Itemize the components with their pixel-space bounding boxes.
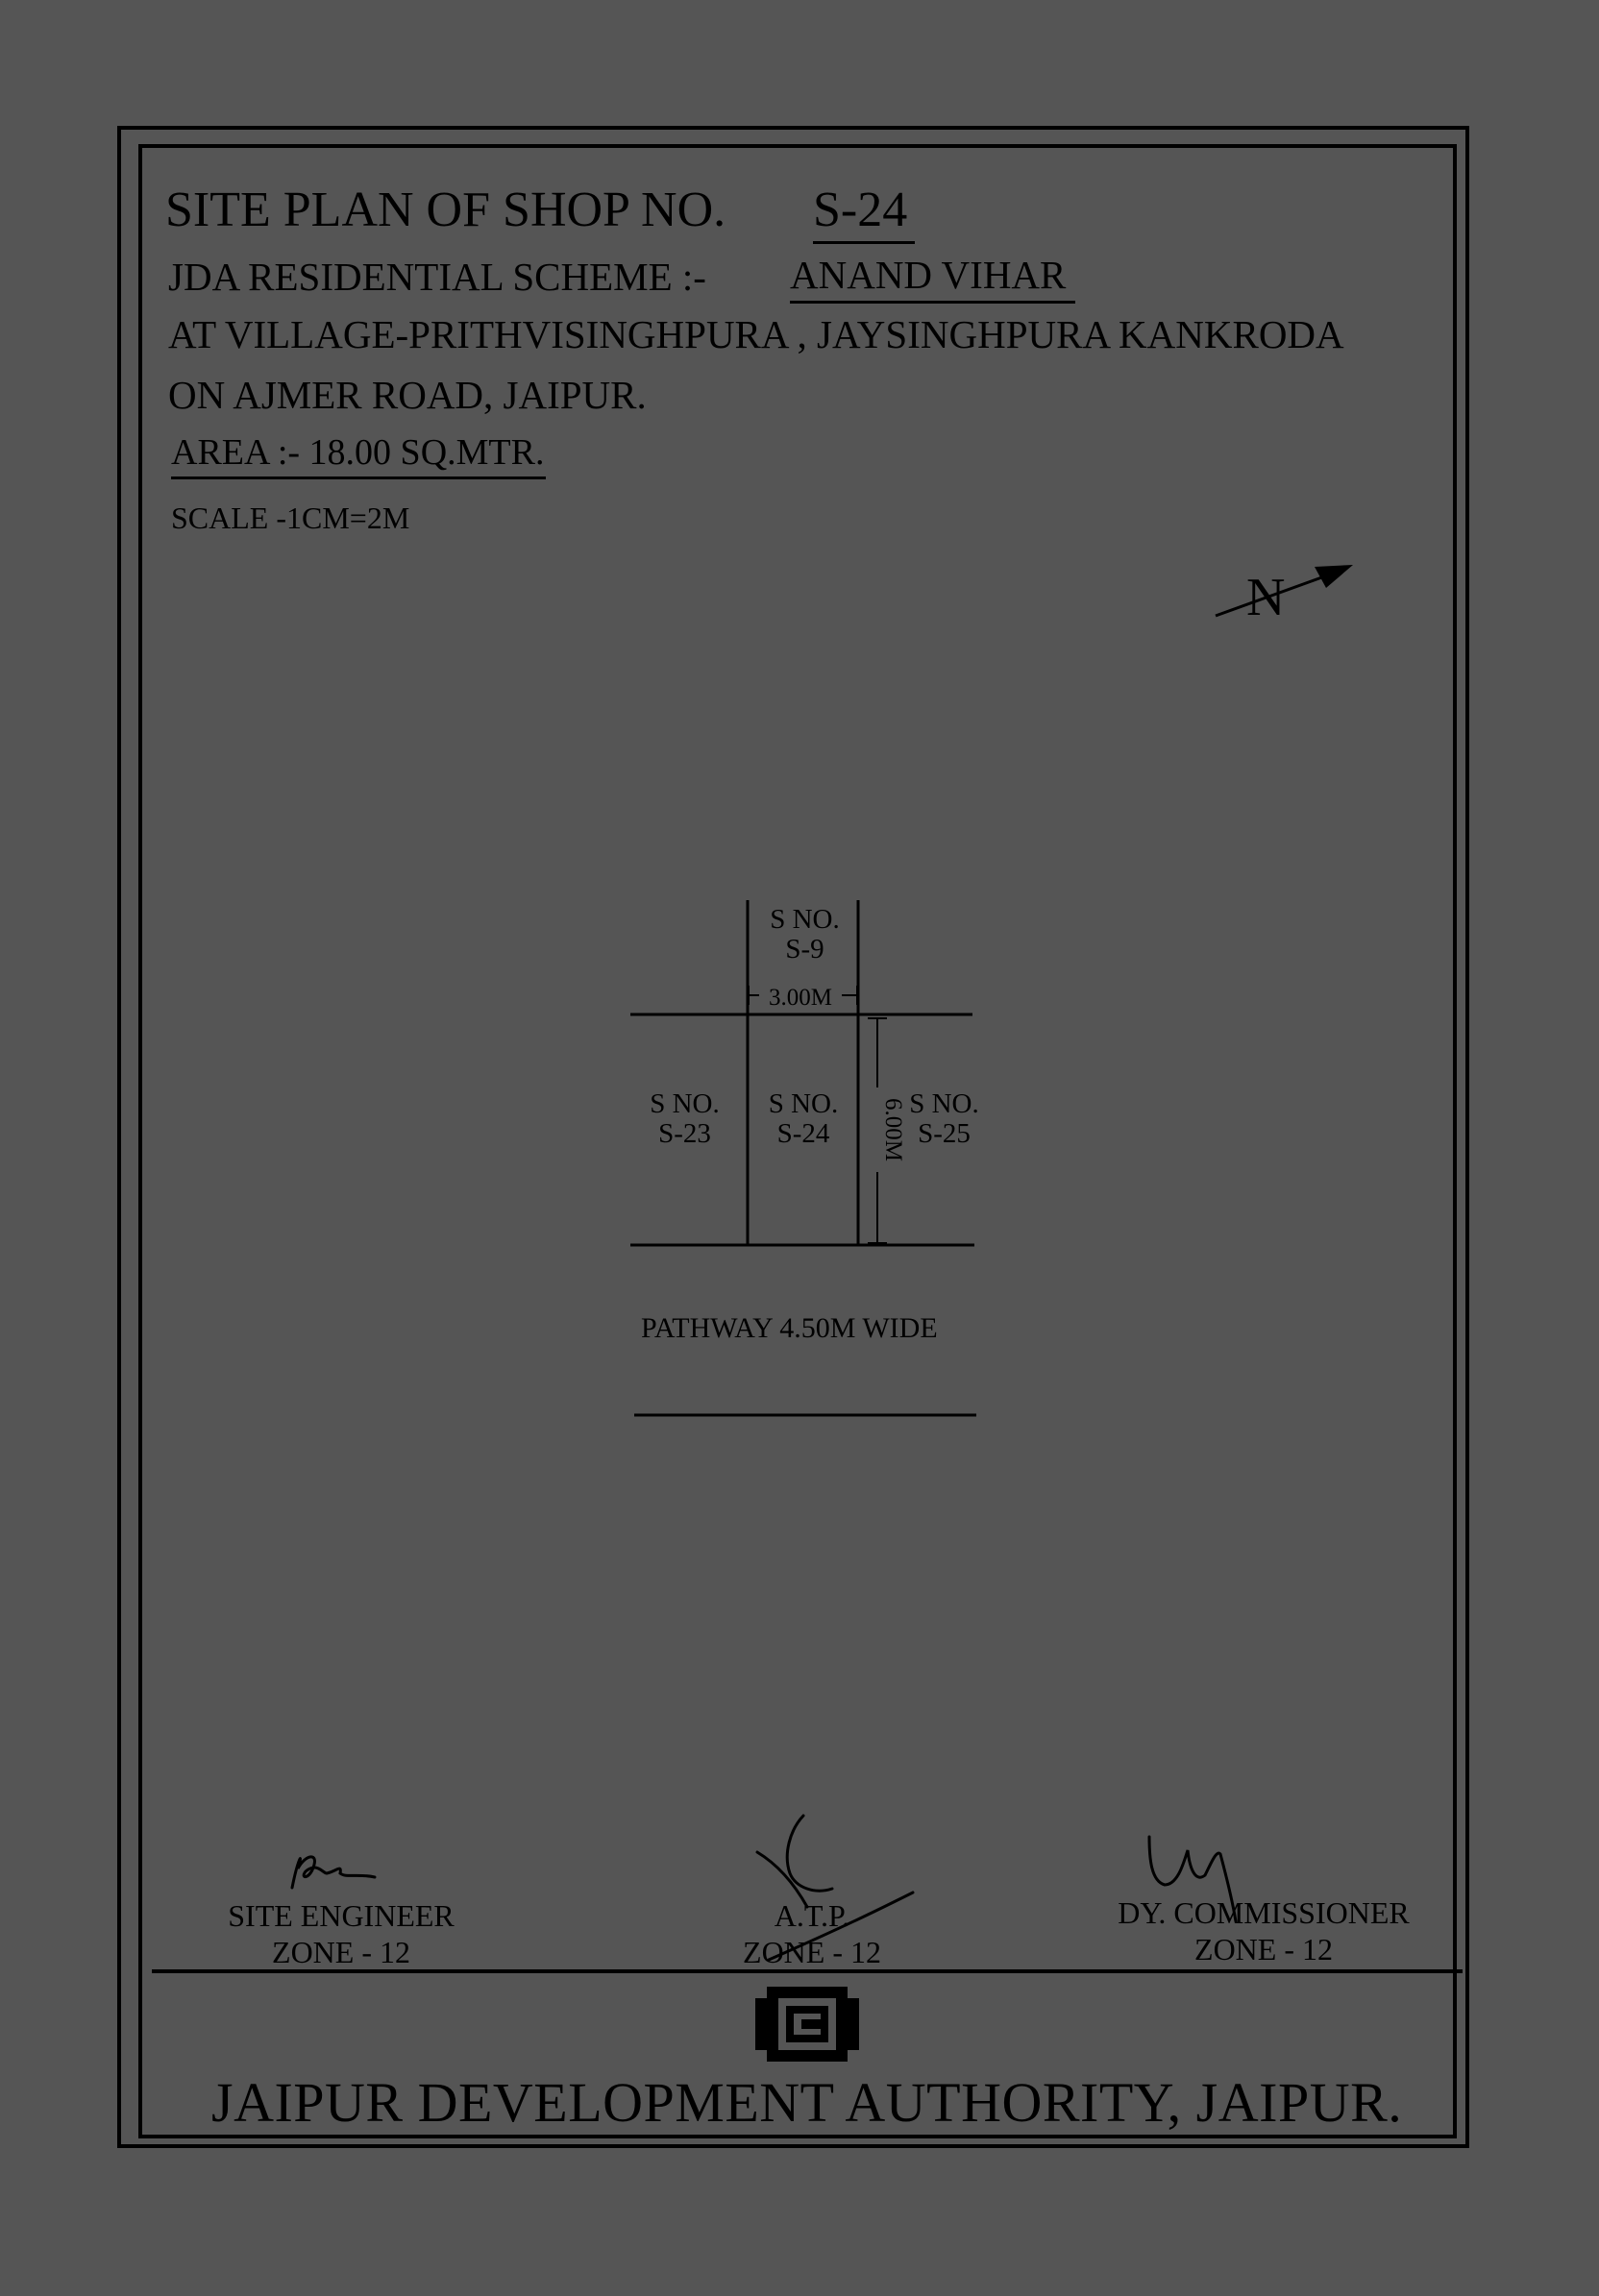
plot-subject-number: S-24 bbox=[776, 1118, 830, 1149]
dy-commissioner-zone: ZONE - 12 bbox=[1194, 1932, 1333, 1966]
plot-west bbox=[634, 1089, 735, 1149]
plot-west-number: S-23 bbox=[658, 1118, 711, 1149]
signature-site-engineer bbox=[292, 1857, 375, 1888]
jda-emblem-icon bbox=[755, 1987, 859, 2062]
plot-east-number: S-25 bbox=[918, 1118, 971, 1149]
area-line: AREA :- 18.00 SQ.MTR. bbox=[171, 434, 546, 479]
dy-commissioner-title: DY. COMMISSIONER bbox=[1118, 1895, 1410, 1930]
atp-title: A.T.P. bbox=[774, 1898, 850, 1933]
north-label: N bbox=[1246, 568, 1286, 627]
site-engineer-block bbox=[192, 1897, 490, 1970]
site-engineer-title: SITE ENGINEER bbox=[228, 1898, 455, 1933]
plot-north-label: S NO. bbox=[770, 904, 840, 935]
atp-zone: ZONE - 12 bbox=[743, 1935, 881, 1969]
plot-west-label: S NO. bbox=[650, 1088, 720, 1119]
village-line: AT VILLAGE-PRITHVISINGHPURA , JAYSINGHPURA KANKRODA bbox=[168, 312, 1344, 356]
shop-number: S-24 bbox=[813, 185, 915, 244]
north-arrow-icon bbox=[1216, 565, 1353, 627]
page-title: SITE PLAN OF SHOP NO. bbox=[165, 183, 726, 237]
plot-north-number: S-9 bbox=[785, 934, 824, 965]
plot-subject bbox=[756, 1089, 850, 1149]
width-dimension-label: 3.00M bbox=[769, 985, 832, 1011]
plot-subject-label: S NO. bbox=[768, 1088, 839, 1119]
pathway-label: PATHWAY 4.50M WIDE bbox=[641, 1312, 938, 1344]
plot-east-label: S NO. bbox=[909, 1088, 979, 1119]
authority-name: JAIPUR DEVELOPMENT AUTHORITY, JAIPUR. bbox=[211, 2071, 1403, 2134]
scheme-name: ANAND VIHAR bbox=[790, 256, 1075, 304]
scheme-label: JDA RESIDENTIAL SCHEME :- bbox=[168, 255, 706, 299]
scale-line: SCALE -1CM=2M bbox=[171, 501, 410, 535]
atp-block bbox=[692, 1897, 932, 1970]
road-line: ON AJMER ROAD, JAIPUR. bbox=[168, 373, 647, 417]
depth-dimension-label: 6.00M bbox=[880, 1098, 906, 1161]
plot-east bbox=[894, 1089, 995, 1149]
plot-north bbox=[759, 905, 850, 965]
site-engineer-zone: ZONE - 12 bbox=[272, 1935, 410, 1969]
dy-commissioner-block bbox=[1086, 1894, 1441, 1967]
